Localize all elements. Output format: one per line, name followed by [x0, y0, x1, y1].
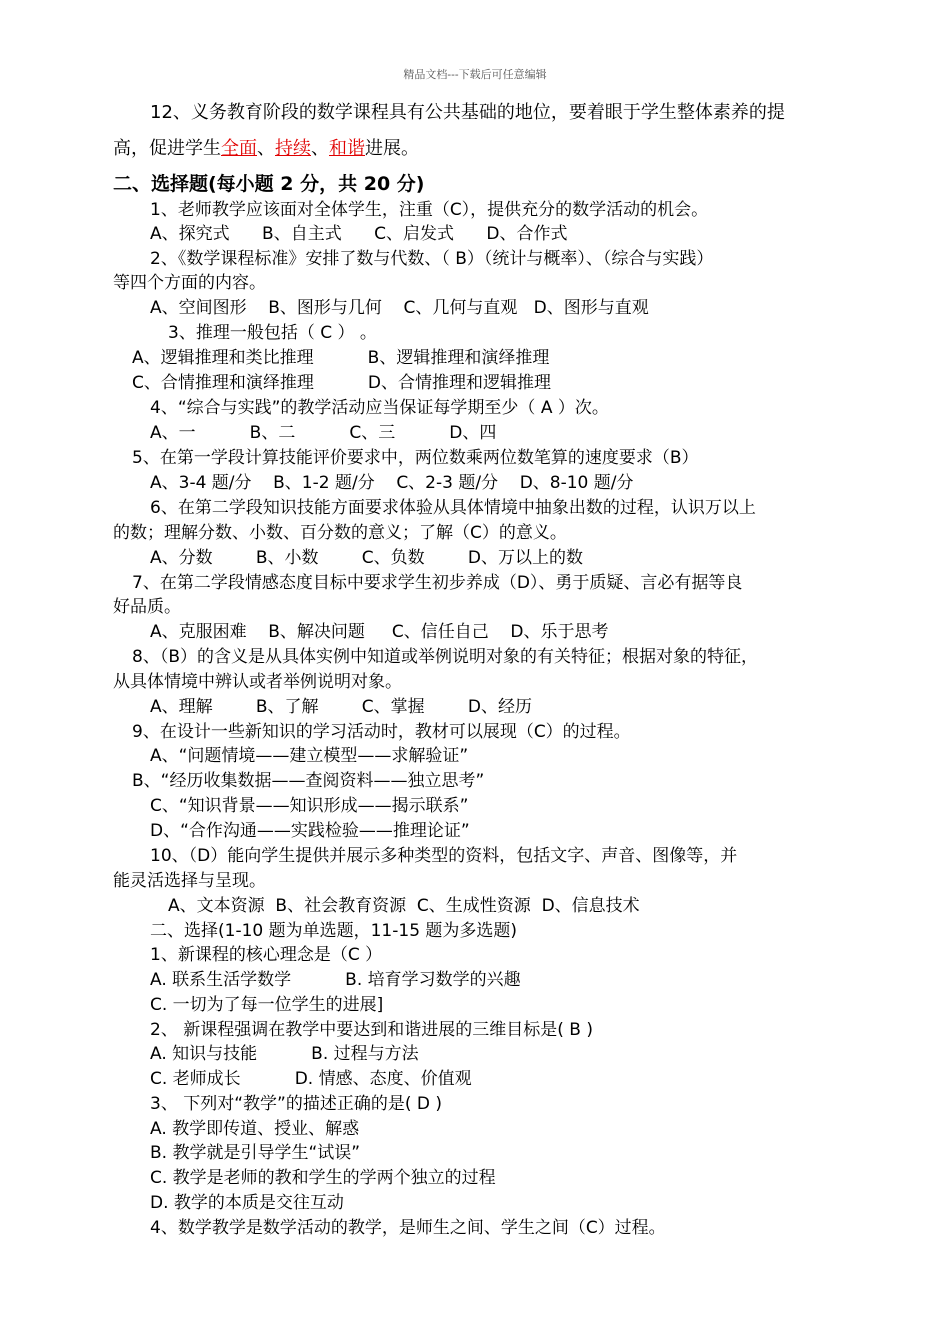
- question-line: 1、老师教学应该面对全体学生，注重（C），提供充分的数学活动的机会。: [150, 200, 709, 220]
- para12-line2: 高，促进学生全面、持续、和谐进展。: [113, 138, 419, 159]
- option-line: A、一 B、二 C、三 D、四: [150, 423, 497, 443]
- option-line: A、探究式 B、自主式 C、启发式 D、合作式: [150, 224, 568, 244]
- para12-line1: 12、义务教育阶段的数学课程具有公共基础的地位，要着眼于学生整体素养的提: [150, 102, 785, 123]
- option-line: A. 教学即传道、授业、解惑: [150, 1119, 360, 1139]
- option-line: B. 教学就是引导学生“试误”: [150, 1143, 361, 1163]
- question-line: 5、在第一学段计算技能评价要求中，两位数乘两位数笔算的速度要求（B）: [132, 448, 699, 468]
- question-line: 6、在第二学段知识技能方面要求体验从具体情境中抽象出数的过程，认识万以上: [150, 498, 756, 518]
- question-line: 从具体情境中辨认或者举例说明对象。: [113, 672, 402, 692]
- question-line: 1、新课程的核心理念是（C ）: [150, 945, 383, 965]
- option-line: A、克服困难 B、解决问题 C、信任自己 D、乐于思考: [150, 622, 609, 642]
- question-line: 好品质。: [113, 597, 181, 617]
- option-line: C、合情推理和演绎推理 D、合情推理和逻辑推理: [132, 373, 551, 393]
- option-line: C. 一切为了每一位学生的进展]: [150, 995, 384, 1015]
- option-line: A、“问题情境——建立模型——求解验证”: [150, 746, 469, 766]
- option-line: A. 联系生活学数学 B. 培育学习数学的兴趣: [150, 970, 521, 990]
- option-line: A. 知识与技能 B. 过程与方法: [150, 1044, 419, 1064]
- keyword-highlight: 持续: [275, 138, 311, 159]
- question-line: 的数；理解分数、小数、百分数的意义；了解（C）的意义。: [113, 523, 567, 543]
- question-line: 9、在设计一些新知识的学习活动时，教材可以展现（C）的过程。: [132, 722, 631, 742]
- question-line: 7、在第二学段情感态度目标中要求学生初步养成（D）、勇于质疑、言必有据等良: [132, 573, 743, 593]
- option-line: C、“知识背景——知识形成——揭示联系”: [150, 796, 469, 816]
- question-line: 2、《数学课程标准》安排了数与代数、（ B）（统计与概率）、（综合与实践）: [150, 249, 714, 269]
- section-subtitle: 二、选择(1-10 题为单选题，11-15 题为多选题): [150, 921, 518, 941]
- question-line: 能灵活选择与呈现。: [113, 871, 266, 891]
- option-line: A、3-4 题/分 B、1-2 题/分 C、2-3 题/分 D、8-10 题/分: [150, 473, 634, 493]
- question-line: 8、（B）的含义是从具体实例中知道或举例说明对象的有关特征；根据对象的特征，: [132, 647, 758, 667]
- question-line: 3、 下列对“教学”的描述正确的是( D ): [150, 1094, 442, 1114]
- option-line: B、“经历收集数据——查阅资料——独立思考”: [132, 771, 485, 791]
- page-header: 精品文档---下载后可任意编辑: [403, 68, 547, 81]
- option-line: A、文本资源 B、社会教育资源 C、生成性资源 D、信息技术: [168, 896, 640, 916]
- question-line: 10、（D）能向学生提供并展示多种类型的资料，包括文字、声音、图像等，并: [150, 846, 738, 866]
- question-line: 4、数学教学是数学活动的教学，是师生之间、学生之间（C）过程。: [150, 1218, 666, 1238]
- option-line: C. 老师成长 D. 情感、态度、价值观: [150, 1069, 472, 1089]
- option-line: C. 教学是老师的教和学生的学两个独立的过程: [150, 1168, 496, 1188]
- option-line: A、理解 B、了解 C、掌握 D、经历: [150, 697, 532, 717]
- option-line: A、空间图形 B、图形与几何 C、几何与直观 D、图形与直观: [150, 298, 649, 318]
- question-line: 4、“综合与实践”的教学活动应当保证每学期至少（ A ）次。: [150, 398, 609, 418]
- option-line: D、“合作沟通——实践检验——推理论证”: [150, 821, 470, 841]
- keyword-highlight: 和谐: [329, 138, 365, 159]
- section-title: 二、选择题(每小题 2 分，共 20 分): [113, 173, 425, 195]
- question-line: 3、推理一般包括（ C ） 。: [168, 323, 377, 343]
- option-line: A、分数 B、小数 C、负数 D、万以上的数: [150, 548, 583, 568]
- option-line: D. 教学的本质是交往互动: [150, 1193, 344, 1213]
- keyword-highlight: 全面: [221, 138, 257, 159]
- question-line: 等四个方面的内容。: [113, 273, 266, 293]
- question-line: 2、 新课程强调在教学中要达到和谐进展的三维目标是( B ): [150, 1020, 593, 1040]
- option-line: A、逻辑推理和类比推理 B、逻辑推理和演绎推理: [132, 348, 550, 368]
